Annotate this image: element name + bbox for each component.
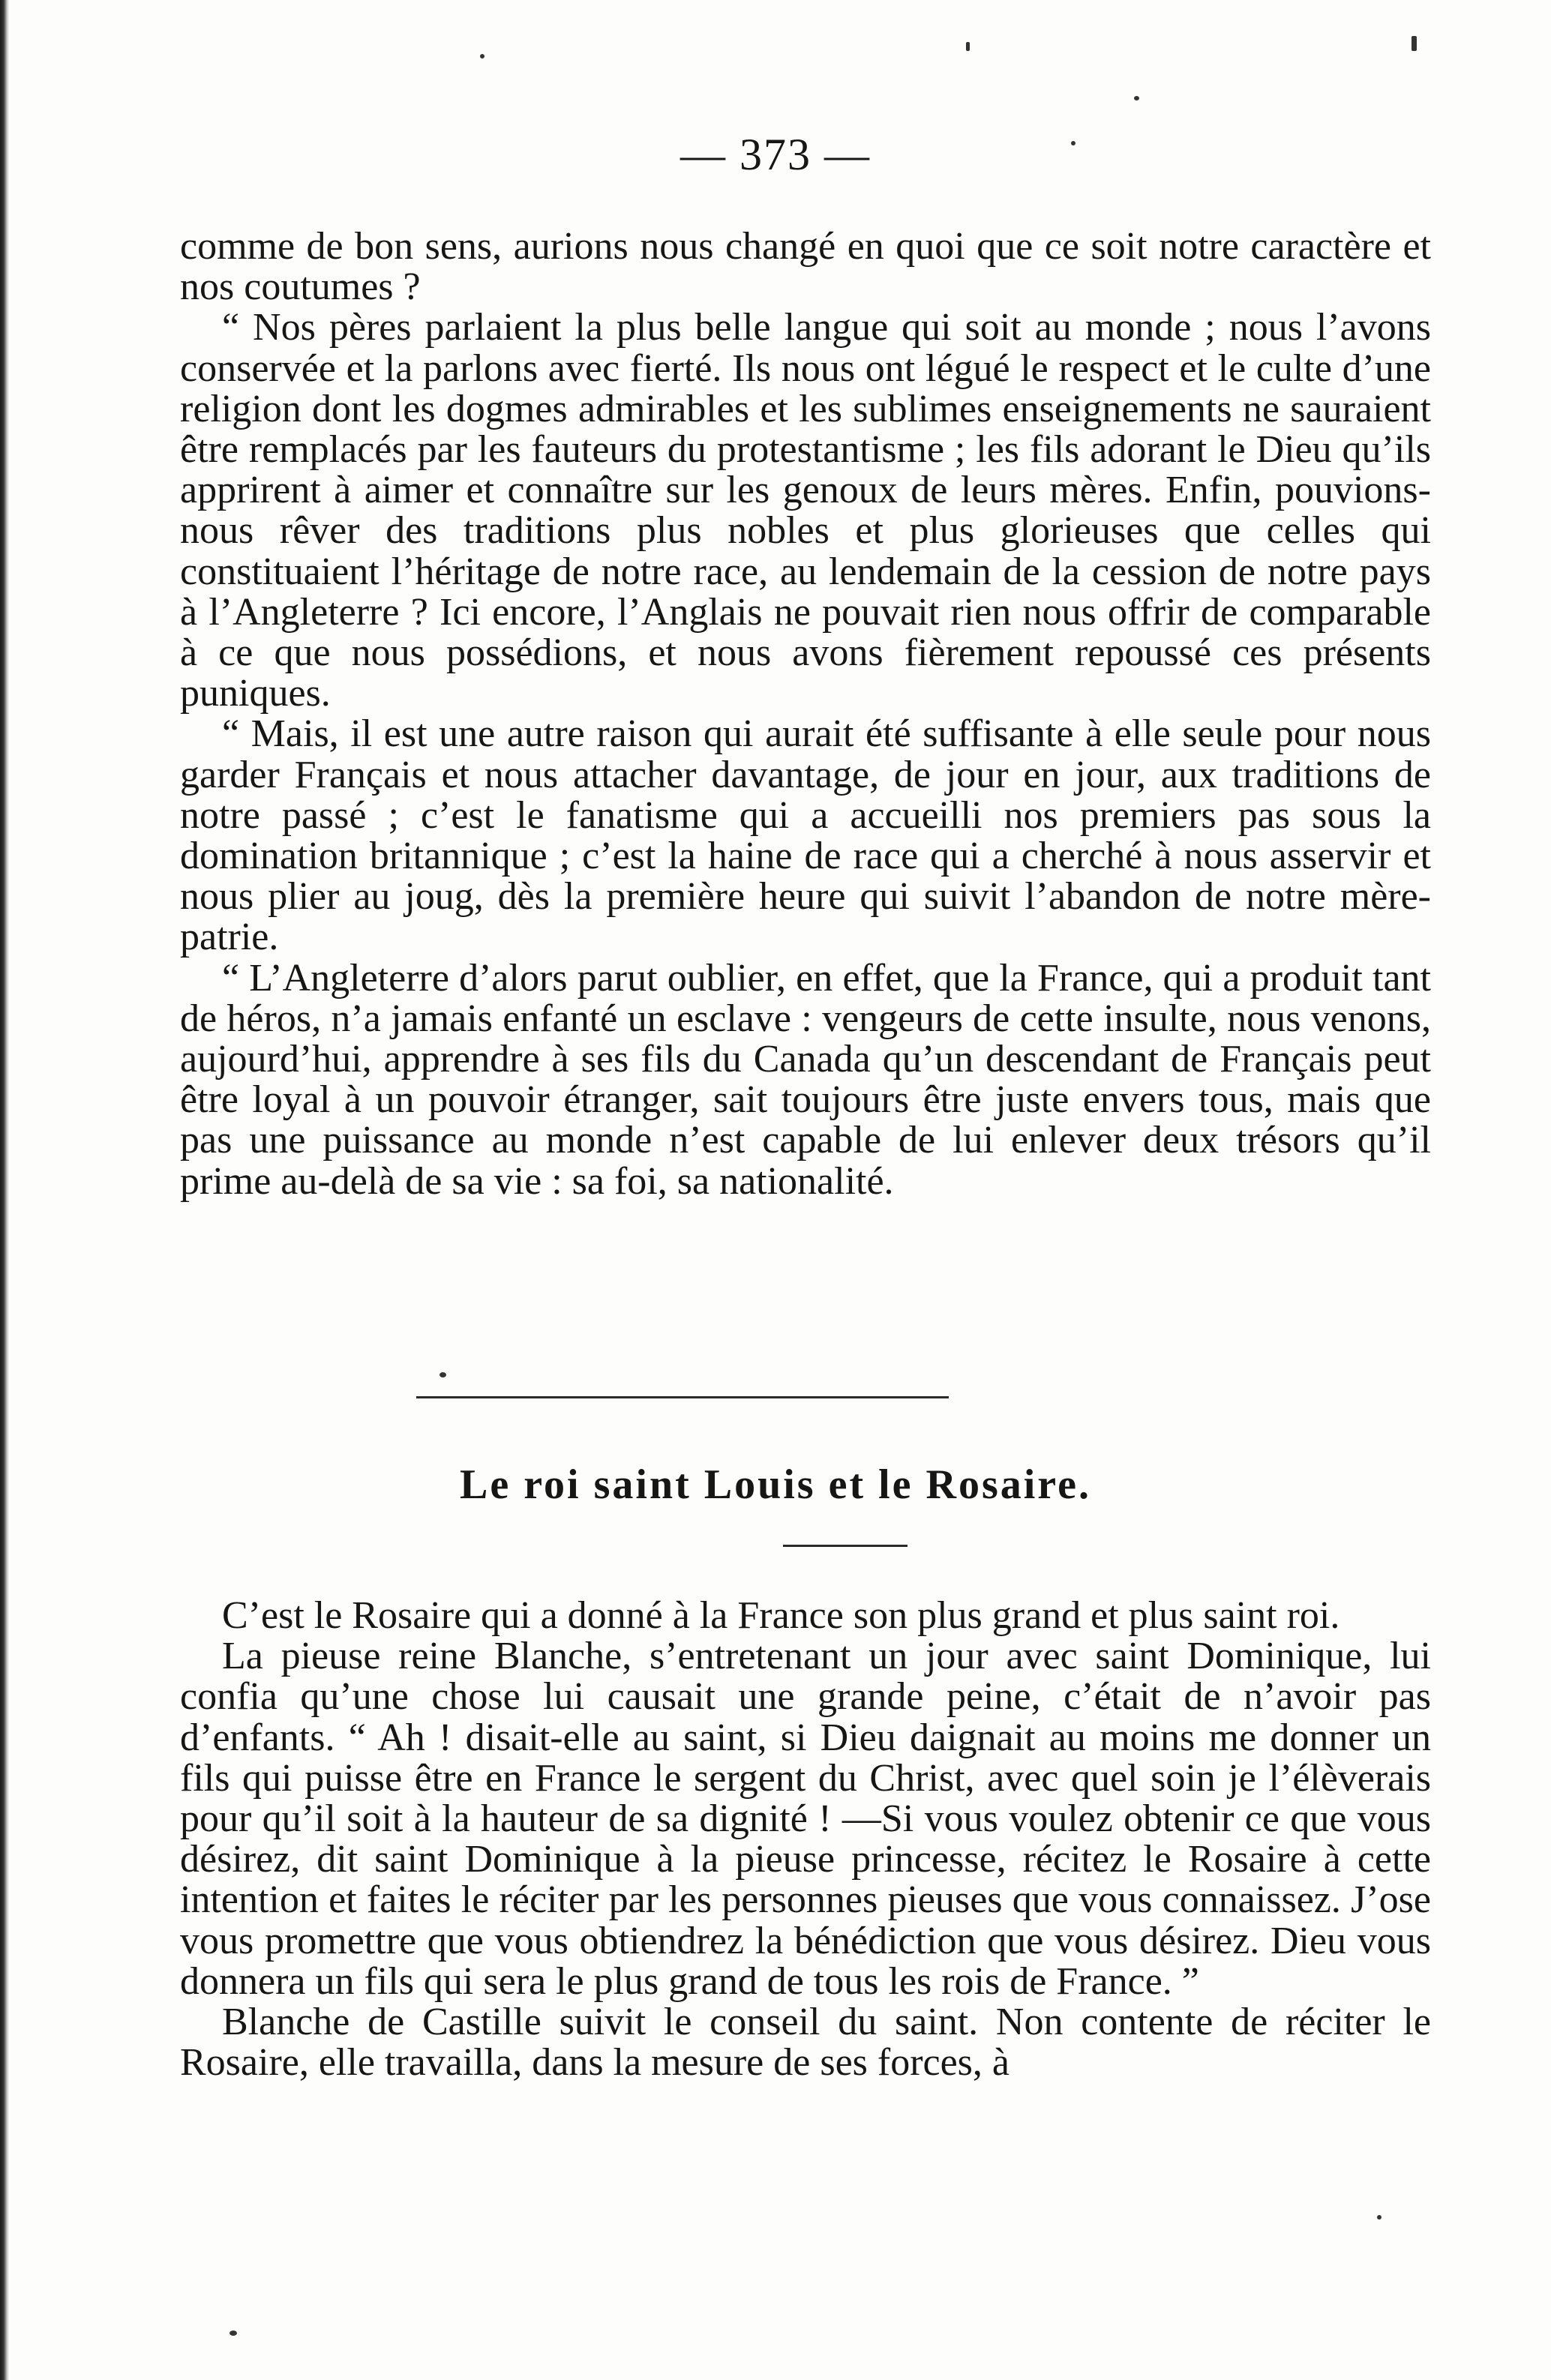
print-speck (1377, 2215, 1382, 2220)
paragraph: Blanche de Castille suivit le conseil du saint. Non contente de réciter le Rosaire, elle travailla, dans la mesure de ses forces, à (180, 2001, 1431, 2085)
paragraph: C’est le Rosaire qui a donné à la France son plus grand et plus saint roi. (222, 1594, 1340, 1637)
continued-speech-text (180, 226, 1431, 1202)
paragraph: “ L’Angleterre d’alors parut oublier, en effet, que la France, qui a produit tant de héros, n’a jamais enfanté un esclave : vengeurs de cette insulte, nous venons, aujourd’hui, apprendre à ses fils du Canada qu’un descendant de Français peut être loyal à un pouvoir étranger, sait toujours être juste envers tous, mais que pas une puissance au monde n’est capable de lui enlever deux trésors qu’il prime au-delà de sa vie : sa foi, sa nationalité. (180, 956, 1431, 1203)
section-divider (416, 1396, 949, 1398)
paragraph: La pieuse reine Blanche, s’entretenant un jour avec saint Dominique, lui confia qu’une chose lui causait une grande peine, c’était de n’avoir pas d’enfants. “ Ah ! disait-elle au saint, si Dieu daignait au moins me donner un fils qui puisse être en France le sergent du Christ, avec quel soin je l’élèverais pour qu’il soit à la hauteur de sa dignité ! —Si vous voulez obtenir ce que vous désirez, dit saint Dominique à la pieuse princesse, récitez le Rosaire à cette intention et faites le réciter par les personnes pieuses que vous connaissez. J’ose vous promettre que vous obtiendrez la bénédiction que vous désirez. Dieu vous donnera un fils qui sera le plus grand de tous les rois de France. ” (180, 1635, 1431, 2003)
paragraph: “ Mais, il est une autre raison qui aurait été suffisante à elle seule pour nous garder Français et nous attacher davantage, de jour en jour, aux traditions de notre passé ; c’est le fanatisme qui a accueilli nos premiers pas sous la domination britannique ; c’est la haine de race qui a cherché à nous asservir et nous plier au joug, dès la première heure qui suivit l’abandon de notre mère-patrie. (180, 712, 1431, 959)
title-underline (783, 1545, 908, 1547)
print-speck (480, 54, 484, 58)
print-speck (230, 2331, 237, 2336)
print-speck (440, 1372, 446, 1377)
print-speck (966, 42, 970, 51)
paragraph: comme de bon sens, aurions nous changé en quoi que ce soit notre caractère et nos coutumes ? (180, 225, 1431, 309)
print-speck (1134, 96, 1139, 100)
paragraph: “ Nos pères parlaient la plus belle langue qui soit au monde ; nous l’avons conservée et la parlons avec fierté. Ils nous ont légué le respect et le culte d’une religion dont les dogmes admirables et les sublimes enseignements ne sauraient être remplacés par les fauteurs du protestantisme ; les fils adorant le Dieu qu’ils apprirent à aimer et connaître sur les genoux de leurs mères. Enfin, pouvions-nous rêver des traditions plus nobles et plus glorieuses que celles qui constituaient l’héritage de notre race, au lendemain de la cession de notre pays à l’Angleterre ? Ici encore, l’Anglais ne pouvait rien nous offrir de comparable à ce que nous possédions, et nous avons fièrement repoussé ces présents puniques. (180, 306, 1431, 715)
page-binding-edge (0, 0, 9, 2380)
print-speck (1412, 36, 1417, 51)
section-body-text (180, 1596, 1431, 2083)
page-number: — 373 — (680, 130, 871, 179)
section-title: Le roi saint Louis et le Rosaire. (459, 1461, 1091, 1508)
